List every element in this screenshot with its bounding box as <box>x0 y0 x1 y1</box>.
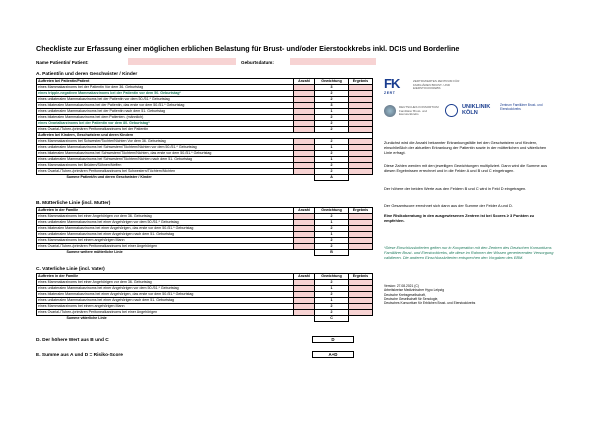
sum-box-b[interactable]: B <box>315 250 349 256</box>
row-label: eines unilateralen Mammakarzinoms bei einer Angehörigen nach dem 51. Geburtstag <box>37 298 294 304</box>
risk-recommendation: Eine Risikoberatung in den ausgewiesenen Zentren ist bei Scores ≥ 3 Punkten zu empfehlen. <box>384 213 535 224</box>
row-label: eines unilateralen Mammakarzinoms bei Schwestern/Töchtern/Nichten vor dem 50./51.* Geburtstag <box>37 145 294 151</box>
row-weight: 2 <box>315 310 349 316</box>
header-gewichtung: Gewichtung <box>315 79 349 85</box>
row-label: eines unilateralen Mammakarzinoms bei der Patientin nach dem 51. Geburtstag <box>37 109 294 115</box>
sum-spacer <box>294 250 315 256</box>
row-weight: 1 <box>315 109 349 115</box>
birthdate-label: Geburtsdatum: <box>241 60 274 65</box>
row-label: eines tripple-negativen Mammakarzinoms bei der Patientin vor dem 50. Geburtstag* <box>37 91 294 97</box>
version-line: Deutsches Konsortium für Erblichen Brust- und Eierstockkrebs <box>384 301 476 306</box>
page-title: Checkliste zur Erfassung einer möglichen erblichen Belastung für Brust- und/oder Eierstockkrebs inkl. DCIS und Borderline <box>36 44 460 53</box>
sum-spacer <box>294 316 315 322</box>
row-weight: 2 <box>315 115 349 121</box>
row-weight: 2 <box>315 97 349 103</box>
row-label: eines Mammakarzinoms bei Schwester/Tochter/Nichten Vor dem 36. Geburtstag <box>37 139 294 145</box>
section-e-title: E. Summe aus A und D = Risiko-Score <box>36 353 123 358</box>
row-label: eines Mammakarzinoms bei einer Angehörigen vor dem 36. Geburtstag <box>37 280 294 286</box>
row-label: eines Mammakarzinoms bei Brüdern/Söhnen/Neffen <box>37 163 294 169</box>
version-line: Version: 27.08.2021 (C) <box>384 284 419 288</box>
sum-spacer <box>294 175 315 181</box>
fk-zert-logo <box>384 76 400 96</box>
row-weight: 1 <box>315 286 349 292</box>
row-label: eines Ovarialkarzinoms bei der Patientin vor dem 80. Geburtstag* <box>37 121 294 127</box>
row-label: eines Mammakarzinoms bei einem angehörigen Mann <box>37 238 294 244</box>
row-weight: 2 <box>315 304 349 310</box>
sum-spacer <box>349 250 373 256</box>
sum-row <box>37 316 373 322</box>
sum-label: Summe Patient/in und deren Geschwister / Kinder <box>66 175 152 180</box>
header-gewichtung: Gewichtung <box>315 208 349 214</box>
instruction-paragraph-4: Der Gesamtscore errechnet sich dann aus der Summe der Felder A und D. <box>384 203 513 208</box>
section-a-title: A. Patient/in und deren Geschwister / Kinder <box>36 72 138 77</box>
header-label: Auftreten in der Familie <box>37 274 294 280</box>
header-anzahl: Anzahl <box>294 79 315 85</box>
version-line: Arbeitskreise Medizinischer Hypo Leipzig <box>384 288 445 293</box>
instruction-paragraph-2: Diese Zahlen werden mit den jeweiligen Gewichtungen multipliziert. Dann wird die Summe aus diesen Ergebnissen errechnet und in die Felder A und B und C eingetragen. <box>384 163 548 174</box>
section-b-title: B. Mütterliche Linie (incl. Mutter) <box>36 201 111 206</box>
row-label: eines bilateralen Mammakarzinoms bei der Patientin, das erste vor dem 50./51.* Geburtstag <box>37 103 294 109</box>
row-weight: 2 <box>315 292 349 298</box>
fk-logo-text: ZERTIFIZIERTES ZENTRUM FÜR FAMILIÄREN BRUST- UND EIERSTOCKKREBS <box>413 79 460 91</box>
row-label: eines Ovarial-/Tuben-/primären Peritonealkarzinoms bei Schwestern/Töchtern/Nichten <box>37 169 294 175</box>
header-ergebnis: Ergebnis <box>349 274 373 280</box>
header-anzahl: Anzahl <box>294 208 315 214</box>
row-weight: 2 <box>315 244 349 250</box>
row-weight: 1 <box>315 232 349 238</box>
result-box-e[interactable]: A+D <box>312 351 354 358</box>
row-label: eines unilateralen Mammakarzinoms bei einer Angehörigen nach dem 51. Geburtstag <box>37 232 294 238</box>
row-label: eines bilateralen Mammakarzinoms bei Schwestern/Töchtern/Nichten, das erste vor dem 50./51.* Geburtstag <box>37 151 294 157</box>
row-label: eines Ovarial-/Tuben-/primären Peritonealkarzinoms bei der Patientin <box>37 127 294 133</box>
row-label: eines bilateralen Mammakarzinoms bei einer Angehörigen, das erste vor dem 50./51.* Geburtstag <box>37 226 294 232</box>
version-block <box>384 284 554 305</box>
row-label: eines unilateralen Mammakarzinoms bei der Patientin vor dem 50./51.* Geburtstag <box>37 97 294 103</box>
row-label: eines Mammakarzinoms bei einer Angehörigen vor dem 36. Geburtstag <box>37 214 294 220</box>
header-ergebnis: Ergebnis <box>349 208 373 214</box>
section-c-table <box>36 273 373 322</box>
row-label: eines unilateralen Mammakarzinoms bei einer Angehörigen vor dem 50./51.* Geburtstag <box>37 220 294 226</box>
uniklinik-seal-icon <box>445 104 458 117</box>
subheader-label: Auftreten bei Kindern, Geschwistern und deren Kindern <box>37 133 373 139</box>
row-label: eines unilateralen Mammakarzinoms bei Schwestern/Töchtern/Nichten nach dem 51. Geburtstag <box>37 157 294 163</box>
section-b-table <box>36 207 373 256</box>
row-weight: 3 <box>315 85 349 91</box>
sum-label: Summe väterliche Linie <box>66 316 107 321</box>
header-label: Auftreten in der Familie <box>37 208 294 214</box>
patient-name-label: Name Patientin/ Patient: <box>36 60 89 65</box>
row-weight: 2 <box>315 169 349 175</box>
row-weight: 2 <box>315 91 349 97</box>
sum-spacer <box>349 175 373 181</box>
fk-logo-sub: ZERT <box>384 91 396 95</box>
row-label: eines bilateralen Mammakarzinoms bei einer Angehörigen, das erste vor dem 50./51.* Geburtstag <box>37 292 294 298</box>
patient-name-field[interactable] <box>128 58 236 65</box>
fk-logo-mark: FK <box>384 76 400 91</box>
header-label: Auftreten bei Patientin/Patient <box>37 79 294 85</box>
row-weight: 2 <box>315 226 349 232</box>
dkfz-logo-text: DEUTSCHES KONSORTIUM Familiärer Brust- und Eierstockkrebs <box>399 105 439 117</box>
row-weight: 2 <box>315 238 349 244</box>
uniklinik-logo-sub: Zentrum Familiärer Brust- und Eierstockkrebs <box>500 103 543 111</box>
header-anzahl: Anzahl <box>294 274 315 280</box>
sum-box-c[interactable]: C <box>315 316 349 322</box>
dkfz-logo-icon <box>384 105 396 117</box>
header-gewichtung: Gewichtung <box>315 274 349 280</box>
row-weight: 1 <box>315 220 349 226</box>
row-weight: 2 <box>315 139 349 145</box>
row-label: eines Ovarial-/Tuben-/primären Peritonealkarzinoms bei einer Angehörigen <box>37 310 294 316</box>
row-weight: 2 <box>315 121 349 127</box>
section-c-title: C. Väterliche Linie (incl. Vater) <box>36 267 105 272</box>
row-label: eines bilateralen Mammakarzinoms bei dem Patienten. (männlich) <box>37 115 294 121</box>
birthdate-field[interactable] <box>290 58 376 65</box>
sum-spacer <box>349 316 373 322</box>
row-weight: 3 <box>315 103 349 109</box>
version-line: Deutsche Gesellschaft für Senologie, <box>384 296 439 301</box>
row-label: eines Ovarial-/Tuben-/primären Peritonealkarzinoms bei einer Angehörigen <box>37 244 294 250</box>
sum-box-a[interactable]: A <box>315 175 349 181</box>
instruction-paragraph-3: Der höhere der beiden Werte aus den Feldern B und C wird in Feld D eingetragen. <box>384 186 527 191</box>
sum-row <box>37 175 373 181</box>
result-box-d[interactable]: D <box>312 336 354 343</box>
row-weight: 1 <box>315 298 349 304</box>
row-label: eines unilateralen Mammakarzinoms bei einer Angehörigen vor dem 50./51.* Geburtstag <box>37 286 294 292</box>
row-weight: 2 <box>315 151 349 157</box>
header-ergebnis: Ergebnis <box>349 79 373 85</box>
row-weight: 2 <box>315 163 349 169</box>
sum-label: Summe weitere mütterliche Linie <box>66 250 123 255</box>
section-a-table <box>36 78 373 181</box>
section-d-title: D. Der höhere Wert aus B und C <box>36 338 109 343</box>
row-label: eines Mammakarzinoms bei einem angehörigen Mann <box>37 304 294 310</box>
row-weight: 2 <box>315 127 349 133</box>
row-weight: 2 <box>315 214 349 220</box>
row-label: eines Mammakarzinoms bei der Patientin Vor dem 36. Geburtstag <box>37 85 294 91</box>
row-weight: 1 <box>315 145 349 151</box>
version-line: Deutsche Krebsgesellschaft, <box>384 292 426 297</box>
row-weight: 1 <box>315 157 349 163</box>
footnote-criteria: *Diese Einschlusskriterien gelten nur in Kooperation mit den Zentren des Deutschen Konsortiums Familiärer Brust- und Eierstockkrebs, die diese im Rahmen der Wissen generierenden Versorgung validieren. Die anderen Einschlusskriterien entsprechen den Vorgaben des EBM. <box>384 245 554 261</box>
uniklinik-logo-name: UNIKLINIK KÖLN <box>462 104 491 116</box>
instruction-paragraph-1: Zunächst wird die Anzahl bekannter Erkrankungsfälle bei den Geschwistern und Kindern, einschließlich der aktuellen Erkrankung der Patientin sowie in der mütterlichen und väterlichen Linie erfragt. <box>384 140 547 156</box>
row-weight: 2 <box>315 280 349 286</box>
sum-row <box>37 250 373 256</box>
